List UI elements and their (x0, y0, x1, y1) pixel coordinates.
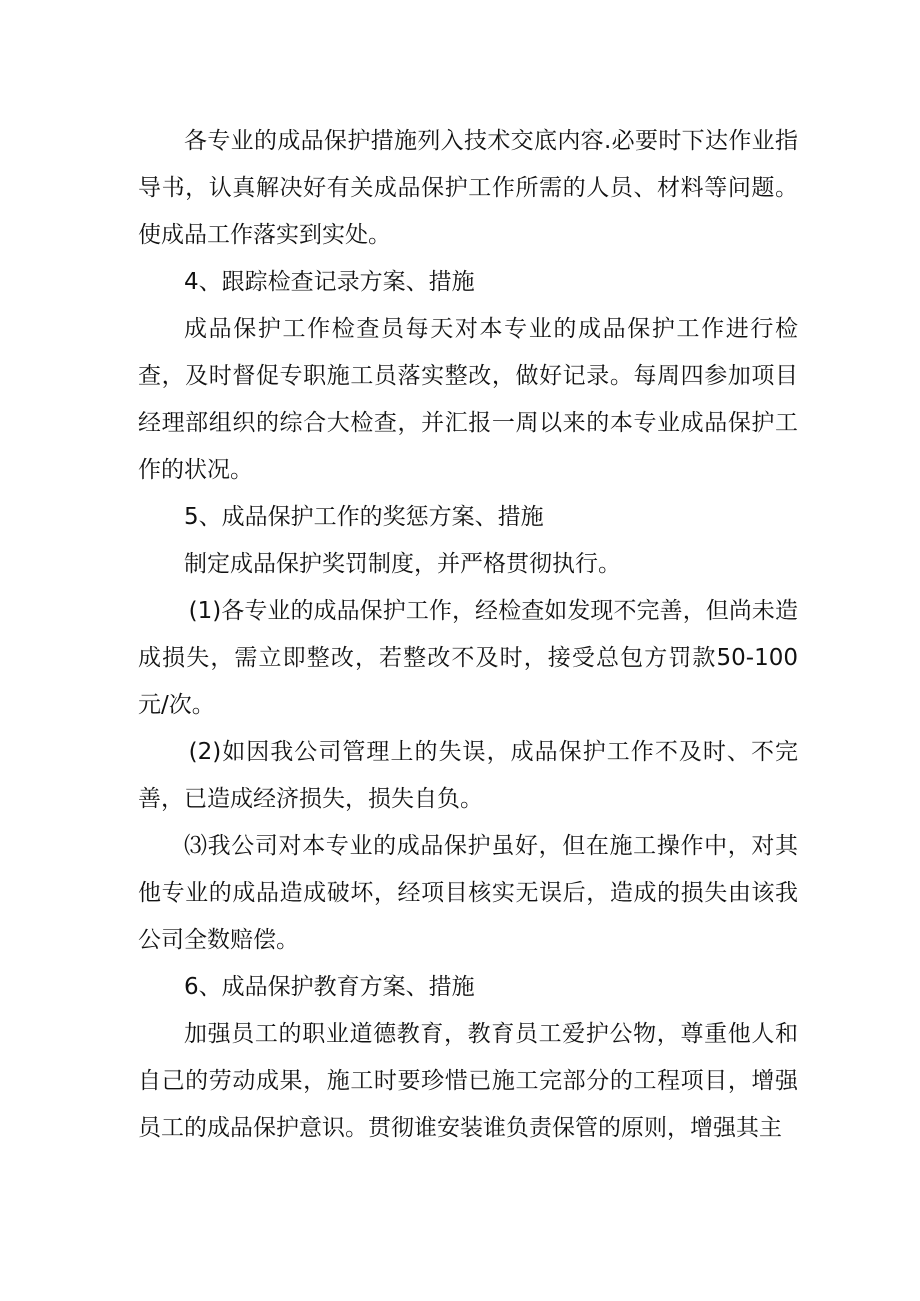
list-item-2: (2)如因我公司管理上的失误，成品保护工作不及时、不完善，已造成经济损失，损失自负。 (138, 739, 798, 812)
paragraph-inspection: 成品保护工作检查员每天对本专业的成品保护工作进行检查，及时督促专职施工员落实整改，做好记录。每周四参加项目经理部组织的综合大检查，并汇报一周以来的本专业成品保护工作的状况。 (138, 316, 798, 483)
section-heading-6: 6、成品保护教育方案、措施 (184, 974, 475, 1000)
document-body (138, 118, 798, 1152)
list-item-3: ⑶我公司对本专业的成品保护虽好，但在施工操作中，对其他专业的成品造成破坏，经项目核实无误后，造成的损失由该我公司全数赔偿。 (138, 833, 798, 953)
list-item-1: (1)各专业的成品保护工作，经检查如发现不完善，但尚未造成损失，需立即整改，若整改不及时，接受总包方罚款50-100元/次。 (138, 598, 798, 718)
paragraph-education: 加强员工的职业道德教育，教育员工爱护公物，尊重他人和自己的劳动成果，施工时要珍惜已施工完部分的工程项目，增强员工的成品保护意识。贯彻谁安装谁负责保管的原则，增强其主 (138, 1021, 798, 1141)
section-heading-4: 4、跟踪检查记录方案、措施 (184, 269, 475, 295)
paragraph-measures-briefing: 各专业的成品保护措施列入技术交底内容.必要时下达作业指导书，认真解决好有关成品保护工作所需的人员、材料等问题。使成品工作落实到实处。 (138, 128, 798, 248)
paragraph-reward-penalty: 制定成品保护奖罚制度，并严格贯彻执行。 (184, 551, 621, 577)
section-heading-5: 5、成品保护工作的奖惩方案、措施 (184, 504, 544, 530)
